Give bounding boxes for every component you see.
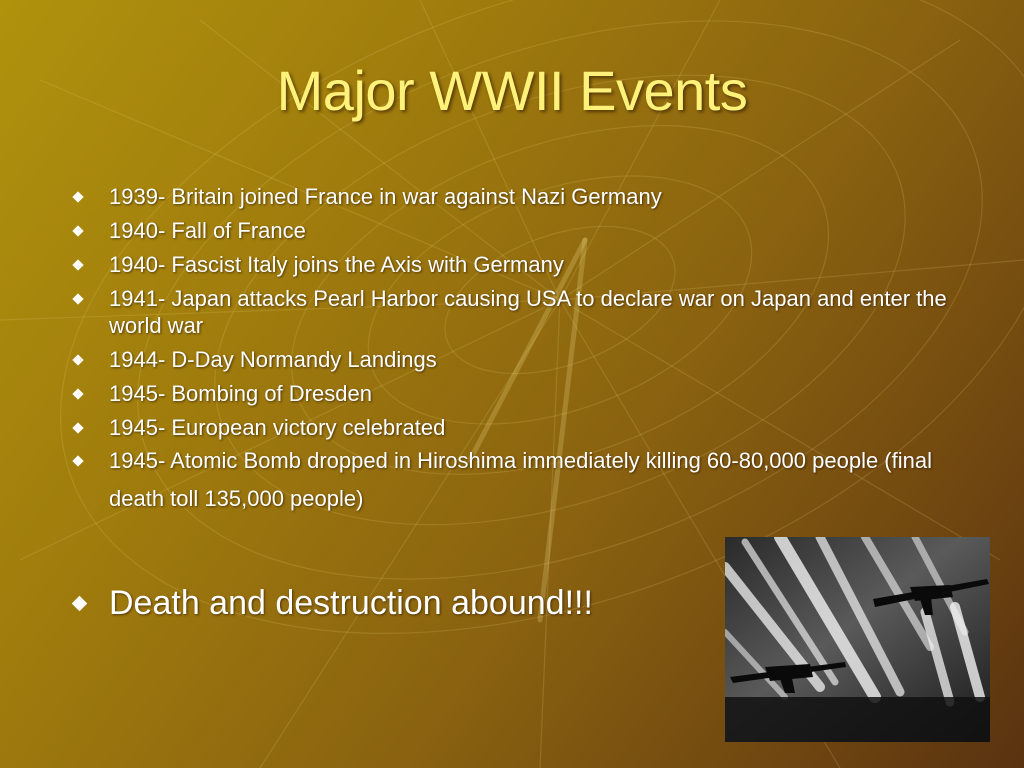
diamond-bullet-icon: [72, 388, 83, 399]
list-item-text: 1945- Bombing of Dresden: [109, 381, 372, 406]
list-item: [72, 285, 952, 339]
list-item-text: 1941- Japan attacks Pearl Harbor causing USA to declare war on Japan and enter the world war: [109, 286, 947, 338]
diamond-bullet-icon: [72, 225, 83, 236]
closing-bullet: [72, 582, 593, 624]
closing-bullet-text: Death and destruction abound!!!: [109, 584, 593, 622]
diamond-bullet-icon: [72, 191, 83, 202]
list-item: [72, 346, 952, 373]
list-item: [72, 217, 952, 244]
list-item-text: 1945- European victory celebrated: [109, 415, 446, 440]
list-item: [72, 251, 952, 278]
diamond-bullet-icon: [72, 596, 88, 612]
diamond-bullet-icon: [72, 293, 83, 304]
list-item: [72, 183, 952, 210]
list-item-text: 1945- Atomic Bomb dropped in Hiroshima immediately killing 60-80,000 people (final death toll 135,000 people): [109, 448, 932, 511]
list-item-text: 1940- Fall of France: [109, 218, 306, 243]
list-item-text: 1939- Britain joined France in war against Nazi Germany: [109, 184, 662, 209]
list-item: [72, 442, 952, 518]
diamond-bullet-icon: [72, 354, 83, 365]
bomber-planes-photo: [725, 537, 990, 742]
diamond-bullet-icon: [72, 259, 83, 270]
slide-title: Major WWII Events: [276, 59, 748, 122]
list-item-text: 1944- D-Day Normandy Landings: [109, 347, 437, 372]
diamond-bullet-icon: [72, 422, 83, 433]
list-item-text: 1940- Fascist Italy joins the Axis with Germany: [109, 252, 564, 277]
diamond-bullet-icon: [72, 455, 83, 466]
list-item: [72, 414, 952, 441]
event-list: [72, 183, 952, 525]
list-item: [72, 380, 952, 407]
